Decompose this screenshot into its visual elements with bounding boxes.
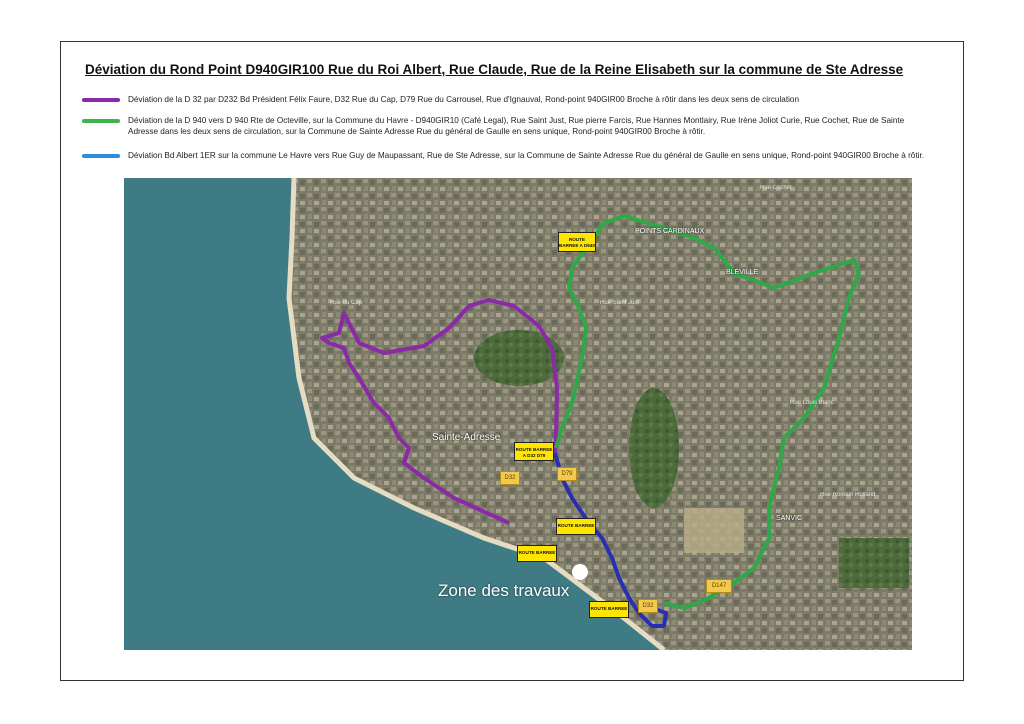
street-rue-romain-rolland: Rue Romain Rolland [820, 492, 876, 498]
legend-swatch-purple [82, 98, 120, 102]
road-closed-sign-5: ROUTE BARREE [589, 601, 629, 618]
place-bleville: BLÉVILLE [726, 269, 759, 276]
field-area [839, 538, 909, 588]
road-badge-d32-south: D32 [638, 599, 658, 613]
road-closed-sign-2: ROUTE BARREE A D32 D79 [514, 442, 554, 461]
place-sainte-adresse: Sainte-Adresse [432, 432, 501, 443]
page-title: Déviation du Rond Point D940GIR100 Rue du Roi Albert, Rue Claude, Rue de la Reine Elisabeth sur la commune de Ste Adresse [85, 62, 904, 77]
forest-area [629, 388, 679, 508]
legend-text-purple: Déviation de la D 32 par D232 Bd Président Félix Faure, D32 Rue du Cap, D79 Rue du Carrousel, Rue d'Ignauval, Rond-point 940GIR00 Broche à rôtir dans les deux sens de circulation [128, 95, 800, 104]
street-rue-du-cap: Rue du Cap [330, 300, 363, 306]
park-area [474, 330, 564, 386]
place-sanvic: SANVIC [776, 515, 803, 522]
road-closed-sign-4: ROUTE BARREE [517, 545, 557, 562]
legend-swatch-blue [82, 154, 120, 158]
road-badge-d79: D79 [557, 467, 577, 481]
work-zone-marker [572, 564, 588, 580]
place-points-cardinaux: POINTS CARDINAUX [635, 228, 705, 235]
aerial-map[interactable] [124, 178, 912, 650]
road-badge-d147: D147 [706, 579, 732, 593]
legend-text-blue: Déviation Bd Albert 1ER sur la commune Le Havre vers Rue Guy de Maupassant, Rue de Ste Adresse, sur la Commune de Sainte Adresse Rue du général de Gaulle en sens unique, Rond-point 940GIR00 Broche à rôtir. [128, 151, 924, 160]
legend-text-green: Déviation de la D 940 vers D 940 Rte de Octeville, sur la Commune du Havre - D940GIR10 (Café Legal), Rue Saint Just, Rue pierre Farcis, Rue Hannes Montlairy, Rue Irène Joliot Curie, Rue Cochet, Rue de Sainte Adresse dans les deux sens de circulation, sur la Commune de Sainte Adresse Rue du général de Gaulle en sens unique, Rond-point 940GIR00 Broche à rôtir. [128, 116, 905, 136]
road-closed-sign-3: ROUTE BARREE [556, 518, 596, 535]
fort-area [684, 508, 744, 553]
street-rue-cochet: Rue Cochet [760, 185, 792, 191]
road-closed-sign-1: ROUTE BARREE A D940 [558, 232, 596, 252]
legend-swatch-green [82, 119, 120, 123]
work-zone-label: Zone des travaux [438, 581, 570, 600]
map-canvas [124, 178, 912, 650]
road-badge-d32-north: D32 [500, 471, 520, 485]
street-rue-louis-blanc: Rue Louis Blanc [790, 400, 834, 406]
street-rue-saint-just: Rue Saint Just [600, 300, 640, 306]
